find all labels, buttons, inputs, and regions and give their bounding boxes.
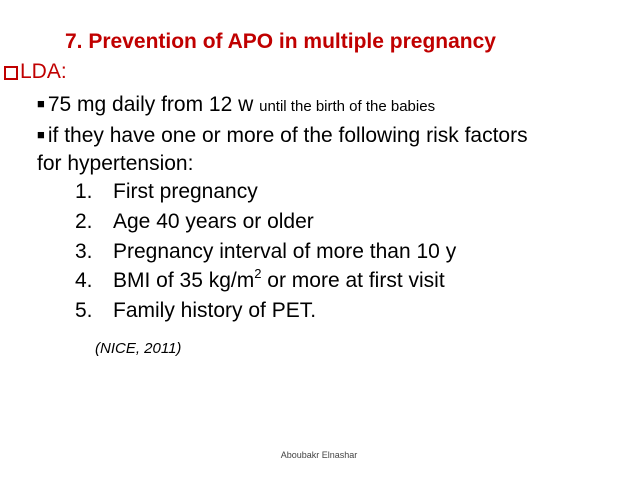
risk-factor-number: 4.: [75, 269, 93, 292]
lda-heading: [4, 60, 67, 84]
risk-factor-number: 2.: [75, 210, 93, 233]
risk-factor-text: First pregnancy: [113, 180, 258, 203]
risk-factor-item: [75, 299, 316, 323]
square-bullet-icon: ■: [37, 127, 45, 142]
risk-factor-text: Pregnancy interval of more than 10 y: [113, 240, 457, 263]
bullet-dose: [37, 92, 435, 119]
risk-factor-number: 3.: [75, 240, 93, 263]
bullet-dose-main: 75 mg daily from 12 w: [47, 93, 254, 116]
risk-factor-text: Age 40 years or older: [113, 210, 314, 233]
risk-factor-number: 1.: [75, 180, 93, 203]
citation: (NICE, 2011): [95, 340, 182, 357]
bullet-risk-intro: [37, 123, 528, 148]
bullet-dose-detail: until the birth of the babies: [259, 98, 436, 115]
risk-factor-text: Family history of PET.: [113, 299, 317, 322]
bullet-risk-intro-line2: for hypertension:: [37, 152, 194, 175]
hollow-square-bullet-icon: [4, 66, 18, 80]
risk-factor-item: [75, 210, 314, 234]
bullet-risk-intro-cont: [37, 152, 193, 176]
superscript: 2: [254, 266, 262, 281]
lda-heading-label: LDA:: [20, 60, 67, 83]
square-bullet-icon: ■: [37, 96, 45, 111]
risk-factor-item: [75, 180, 258, 204]
bullet-risk-intro-line1: if they have one or more of the following risk factors: [47, 124, 528, 147]
risk-factor-item: [75, 266, 445, 293]
footer-author: Aboubakr Elnashar: [280, 450, 358, 460]
risk-factor-number: 5.: [75, 299, 93, 322]
risk-factor-text-after: or more at first visit: [261, 269, 445, 292]
risk-factor-text-before: BMI of 35 kg/m: [113, 269, 255, 292]
slide-title: 7. Prevention of APO in multiple pregnancy: [65, 30, 496, 53]
risk-factor-item: [75, 240, 456, 264]
